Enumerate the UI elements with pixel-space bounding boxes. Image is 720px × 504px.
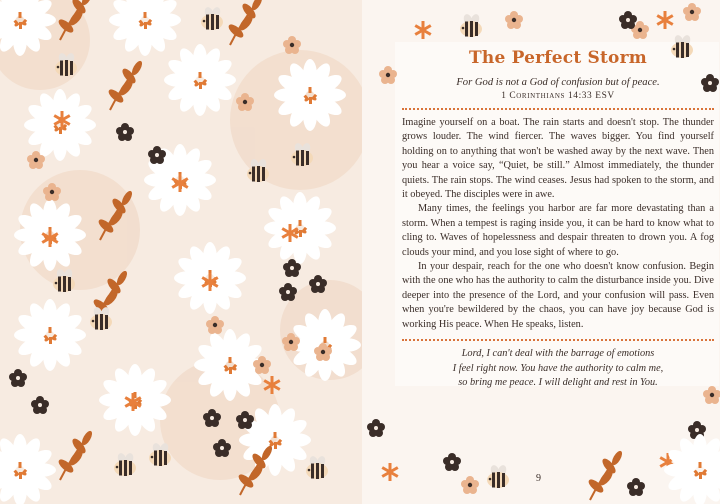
prayer-line: I feel right now. You have the authority to calm me, bbox=[452, 362, 664, 374]
devotional-body bbox=[402, 116, 714, 332]
body-paragraph: Many times, the feelings you harbor are far more devastating than a storm. When a tempest is raging inside you, it can be hard to know what to cling to. Waves of hopelessness and despair threaten to drown you. A fog clouds your mind, and you lose sight of where to go. bbox=[402, 203, 714, 258]
devotional-text-block bbox=[402, 48, 714, 390]
scripture-reference: 1 Corinthians 14:33 ESV bbox=[501, 91, 615, 101]
closing-prayer bbox=[402, 347, 714, 390]
prayer-line: Lord, I can't deal with the barrage of emotions bbox=[461, 348, 655, 360]
dotted-divider-top bbox=[402, 108, 714, 110]
body-paragraph: Imagine yourself on a boat. The rain starts and doesn't stop. The thunder grows louder. The wind fiercer. The waves bigger. You find yourself holding on to anything that won't be washed away by the next wave. Then you hear a voice say, “Quiet, be still.” Almost immediately, the thunder quiets. The rain stops. The wind ceases. Jesus had spoken to the storm, and it obeyed. The disciples were in awe. bbox=[402, 117, 714, 201]
page-number: 9 bbox=[536, 473, 541, 484]
dotted-divider-bottom bbox=[402, 339, 714, 341]
body-paragraph: In your despair, reach for the one who doesn't know confusion. Begin with the one who has the authority to calm the disturbance inside you. Dive deeper into the presence of the Lord, and your confusion will pass. Even when you're bewildered by the chaos, you can have joy because God is working His peace. When He speaks, listen. bbox=[402, 261, 714, 330]
scripture-verse: For God is not a God of confusion but of peace. bbox=[456, 77, 660, 88]
page-title: The Perfect Storm bbox=[469, 48, 647, 68]
prayer-line: so bring me peace. I will delight and rest in You. bbox=[458, 376, 658, 388]
